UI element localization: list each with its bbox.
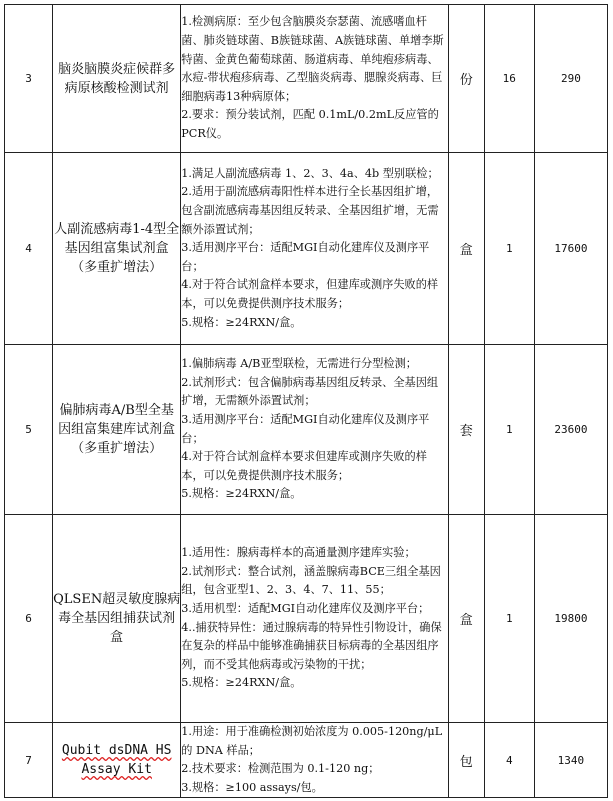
table-row [5,5,608,153]
unit: 套 [448,345,484,515]
unit: 包 [448,723,484,798]
spec-line: 1.偏肺病毒 A/B亚型联检，无需进行分型检测； [181,357,417,371]
row-number: 7 [5,723,53,798]
spec-line: 2.试剂形式：包含偏肺病毒基因组反转录、全基因组扩增，无需额外添置试剂； [181,375,439,408]
price: 19800 [534,515,607,723]
price: 17600 [534,153,607,345]
quantity: 4 [484,723,534,798]
spec-line: 1.检测病原：至少包含脑膜炎奈瑟菌、流感嗜血杆菌、肺炎链球菌、B族链球菌、A族链球菌、单增李斯特菌、金黄色葡萄球菌、肠道病毒、单纯疱疹病毒、水痘-带状疱疹病毒、乙型脑炎病毒、腮腺炎病毒、巨细胞病毒13种病原体； [181,15,444,103]
unit: 份 [448,5,484,153]
table-row [5,153,608,345]
spec-line: 5.规格：≥24RXN/盒。 [181,315,302,329]
spec-line: 3.适用测序平台：适配MGI自动化建库仪及测序平台； [181,412,430,445]
table-row [5,515,608,723]
spec-line: 1.用途：用于准确检测初始浓度为 0.005-120ng/μL 的 DNA 样品； [181,725,443,757]
spec-line: 5.规格：≥24RXN/盒。 [181,676,302,690]
price: 1340 [534,723,607,798]
spec-line: 1.适用性：腺病毒样本的高通量测序建库实验； [181,546,416,560]
unit: 盒 [448,515,484,723]
spec-line: 2.适用于副流感病毒阳性样本进行全长基因组扩增，包含副流感病毒基因组反转录、全基因组扩增，无需额外添置试剂； [181,185,439,236]
spec-cell [181,345,448,515]
spec-line: 1.满足人副流感病毒 1、2、3、4a、4b 型别联检； [181,166,439,180]
product-name: 脑炎脑膜炎症候群多病原核酸检测试剂 [53,5,181,153]
spec-line: 4.对于符合试剂盒样本要求，但建库或测序失败的样本，可以免费提供测序技术服务； [181,278,439,310]
procurement-table [4,4,608,798]
row-number: 5 [5,345,53,515]
table-row [5,723,608,798]
table-row [5,345,608,515]
spec-line: 2.要求：预分装试剂，匹配 0.1mL/0.2mL反应管的 PCR仪。 [181,108,439,140]
spec-line: 3.适用测序平台：适配MGI自动化建库仪及测序平台； [181,241,430,273]
product-name: QLSEN超灵敏度腺病毒全基因组捕获试剂盒 [53,515,181,723]
spec-line: 3.规格：≥100 assays/包。 [181,780,323,794]
spec-line: 2.试剂形式：整合试剂，涵盖腺病毒BCE三组全基因组，包含亚型1、2、3、4、7、11、55； [181,564,441,597]
spec-cell [181,515,448,723]
row-number: 3 [5,5,53,153]
price: 23600 [534,345,607,515]
spec-line: 4..捕获特异性：通过腺病毒的特异性引物设计，确保在复杂的样品中能够准确捕获目标病毒的全基因组序列，而不受其他病毒或污染物的干扰； [181,620,442,671]
quantity: 1 [484,153,534,345]
unit: 盒 [448,153,484,345]
price: 290 [534,5,607,153]
spec-line: 3.适用机型：适配MGI自动化建库仪及测序平台； [181,601,430,615]
product-name [53,723,181,798]
quantity: 1 [484,515,534,723]
row-number: 4 [5,153,53,345]
spec-cell [181,5,448,153]
spec-cell [181,153,448,345]
spec-line: 4.对于符合试剂盒样本要求但建库或测序失败的样本，可以免费提供测序技术服务； [181,450,427,482]
product-name: 人副流感病毒1-4型全基因组富集试剂盒（多重扩增法） [53,153,181,345]
spec-line: 2.技术要求：检测范围为 0.1-120 ng； [181,762,380,776]
row-number: 6 [5,515,53,723]
quantity: 1 [484,345,534,515]
spec-cell [181,723,448,798]
spec-line: 5.规格：≥24RXN/盒。 [181,487,302,501]
product-name: 偏肺病毒A/B型全基因组富集建库试剂盒（多重扩增法） [53,345,181,515]
quantity: 16 [484,5,534,153]
product-name-text: Qubit dsDNA HS Assay Kit [61,743,172,778]
